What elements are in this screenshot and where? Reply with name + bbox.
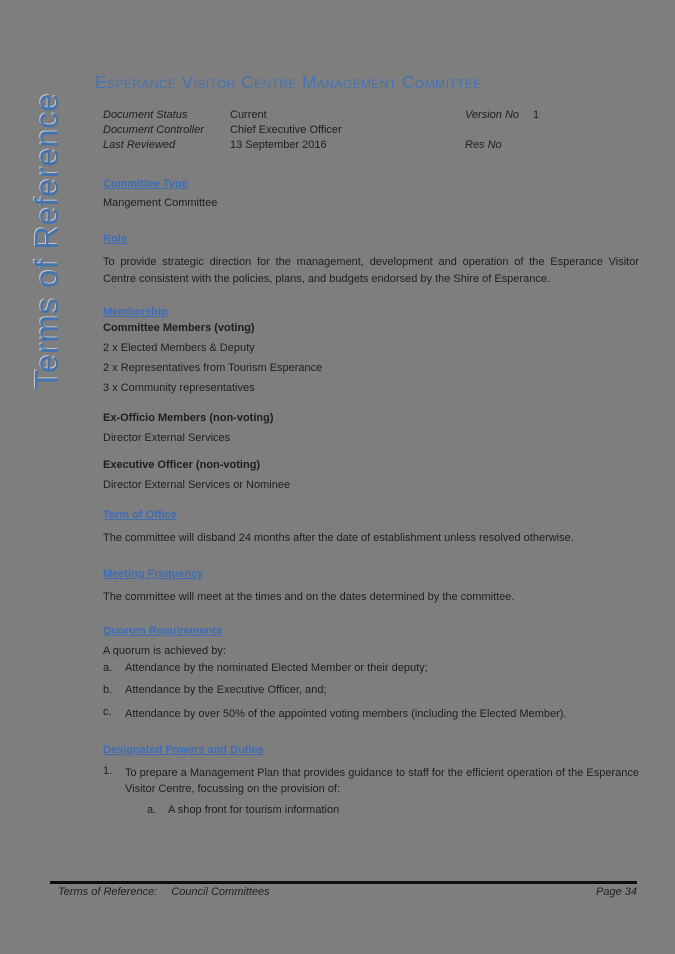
list-item-text: Attendance by the nominated Elected Member or their deputy; (125, 662, 428, 674)
info-value: Chief Executive Officer (230, 124, 342, 136)
info-value: Current (230, 109, 267, 121)
footer-left-value: Council Committees (171, 886, 270, 898)
info-label: Version No (465, 109, 520, 121)
list-item-text: Attendance by the Executive Officer, and; (125, 684, 327, 696)
membership-group-title: Ex-Officio Members (non-voting) (103, 412, 274, 424)
list-item-text: To prepare a Management Plan that provides guidance to staff for the efficient operation of the Esperance Visitor Centre, focussing on the provision of: (125, 766, 639, 795)
role-paragraph: To provide strategic direction for the management, development and operation of the Esperance Visitor Centre consistent with the policies, plans, and budgets endorsed by the Shire of Esperance. (103, 256, 639, 285)
section-heading-membership: Membership (103, 306, 168, 318)
footer-divider (50, 881, 637, 884)
info-value: 1 (533, 109, 540, 121)
membership-item: 3 x Community representatives (103, 382, 255, 394)
footer-page-number: Page 34 (596, 886, 637, 898)
info-label: Res No (465, 139, 502, 151)
membership-item: 2 x Representatives from Tourism Esperance (103, 362, 323, 374)
membership-group-title: Committee Members (voting) (103, 322, 255, 334)
list-marker: a. (103, 662, 113, 674)
list-marker: b. (103, 684, 113, 696)
info-value (533, 123, 639, 138)
list-item (103, 684, 639, 697)
membership-group-title: Executive Officer (non-voting) (103, 459, 261, 471)
footer-left (58, 886, 270, 898)
section-heading-meeting-frequency: Meeting Frequency (103, 567, 204, 580)
section-heading-term-of-office: Term of Office (103, 509, 177, 521)
quorum-intro: A quorum is achieved by: (103, 645, 226, 657)
page-title: Esperance Visitor Centre Management Committee (95, 72, 482, 92)
document-info-table (103, 108, 639, 153)
section-heading-powers-duties: Designated Powers and Duties (103, 743, 264, 756)
info-label: Last Reviewed (103, 139, 176, 151)
page-footer (58, 886, 637, 898)
document-body (95, 71, 639, 817)
section-heading-committee-type: Committee Type (103, 178, 188, 190)
section-heading-role: Role (103, 233, 127, 245)
info-label: Document Status (103, 109, 188, 121)
list-item-text: A shop front for tourism information (168, 803, 340, 816)
membership-item: 2 x Elected Members & Deputy (103, 342, 255, 354)
list-item (103, 662, 639, 675)
vertical-banner-title: Terms of Reference (28, 93, 65, 390)
sub-list-item (103, 804, 639, 817)
list-marker: 1. (103, 764, 113, 777)
meeting-frequency-paragraph: The committee will meet at the times and on the dates determined by the committee. (103, 590, 515, 603)
info-value: 13 September 2016 (230, 139, 327, 151)
info-label: Document Controller (103, 124, 204, 136)
footer-left-label: Terms of Reference: (58, 886, 158, 898)
info-label (465, 123, 533, 138)
info-value (533, 138, 639, 153)
numbered-list-item (103, 765, 639, 798)
list-marker: c. (103, 706, 112, 718)
committee-type-text: Mangement Committee (103, 197, 218, 209)
list-item-text: Attendance by over 50% of the appointed voting members (including the Elected Member). (125, 708, 567, 720)
section-heading-quorum: Quorum Requirements (103, 625, 223, 637)
term-of-office-paragraph: The committee will disband 24 months after the date of establishment unless resolved otherwise. (103, 532, 574, 544)
membership-item: Director External Services or Nominee (103, 479, 291, 491)
list-item (103, 706, 639, 723)
membership-item: Director External Services (103, 432, 231, 444)
list-marker: a. (147, 803, 157, 816)
